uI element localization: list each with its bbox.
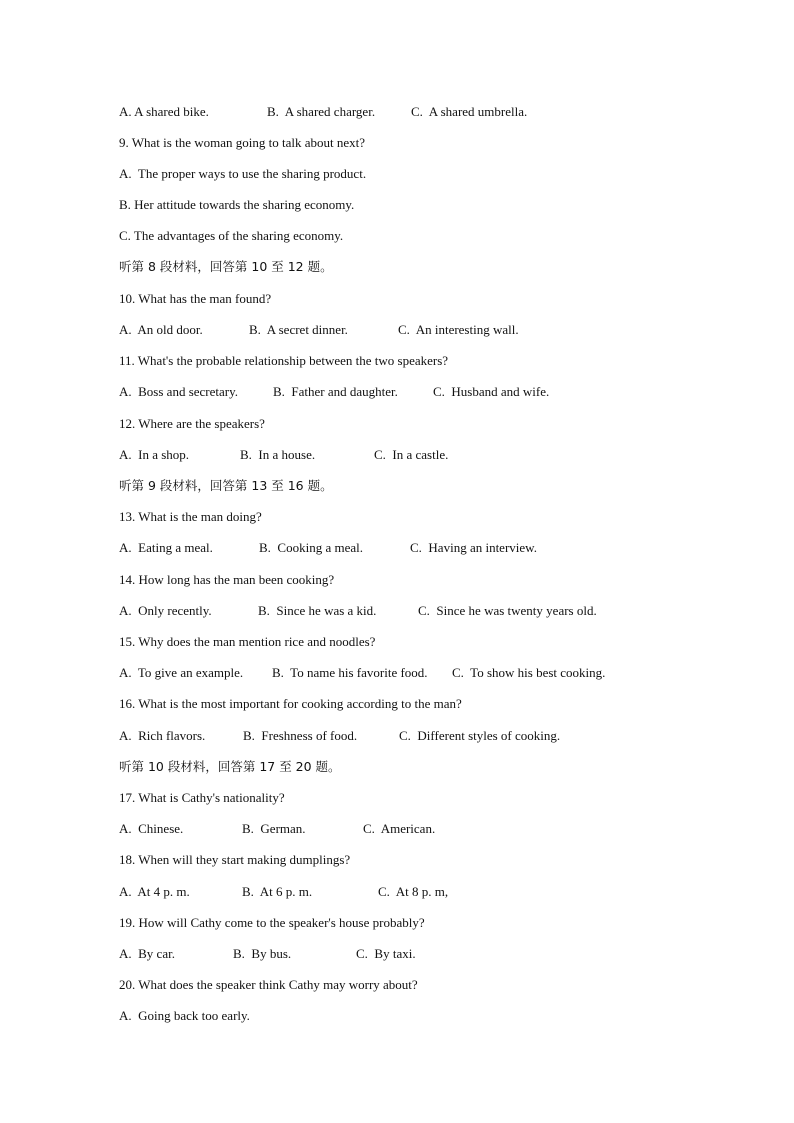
option-text: B. Her attitude towards the sharing economy.	[119, 197, 355, 212]
option-a: A. Rich flavors.	[119, 728, 206, 743]
option-c: C. Since he was twenty years old.	[418, 603, 597, 618]
option-a: A. A shared bike.	[119, 104, 209, 119]
option-text: A. The proper ways to use the sharing product.	[119, 166, 367, 181]
question-text: 13. What is the man doing?	[119, 509, 262, 524]
option-b: B. To name his favorite food.	[272, 665, 428, 680]
option-text: A. Going back too early.	[119, 1008, 250, 1023]
option-c: C. Different styles of cooking.	[399, 728, 561, 743]
option-a: A. An old door.	[119, 322, 203, 337]
question-text: 9. What is the woman going to talk about next?	[119, 135, 365, 150]
question-text: 15. Why does the man mention rice and noodles?	[119, 634, 376, 649]
option-c: C. In a castle.	[374, 447, 449, 462]
section-instruction: 听第 9 段材料，回答第 13 至 16 题。	[119, 478, 333, 493]
question-text: 10. What has the man found?	[119, 291, 272, 306]
question-text: 16. What is the most important for cooking according to the man?	[119, 696, 462, 711]
option-c: C. By taxi.	[356, 946, 416, 961]
option-b: B. A shared charger.	[267, 104, 376, 119]
option-a: A. At 4 p. m.	[119, 884, 190, 899]
question-text: 11. What's the probable relationship between the two speakers?	[119, 353, 449, 368]
option-a: A. In a shop.	[119, 447, 190, 462]
section-instruction: 听第 10 段材料，回答第 17 至 20 题。	[119, 759, 341, 774]
option-text: C. The advantages of the sharing economy.	[119, 228, 344, 243]
option-a: A. Boss and secretary.	[119, 384, 239, 399]
option-c: C. An interesting wall.	[398, 322, 519, 337]
option-c: C. To show his best cooking.	[452, 665, 606, 680]
option-b: B. In a house.	[240, 447, 316, 462]
option-c: C. A shared umbrella.	[411, 104, 528, 119]
option-a: A. To give an example.	[119, 665, 244, 680]
option-c: C. At 8 p. m,	[378, 884, 449, 899]
option-b: B. German.	[242, 821, 306, 836]
question-text: 20. What does the speaker think Cathy may worry about?	[119, 977, 418, 992]
option-c: C. Having an interview.	[410, 540, 537, 555]
option-c: C. Husband and wife.	[433, 384, 550, 399]
question-text: 12. Where are the speakers?	[119, 416, 265, 431]
option-a: A. Chinese.	[119, 821, 184, 836]
option-b: B. Since he was a kid.	[258, 603, 377, 618]
option-b: B. By bus.	[233, 946, 292, 961]
option-a: A. By car.	[119, 946, 175, 961]
option-b: B. At 6 p. m.	[242, 884, 313, 899]
section-instruction: 听第 8 段材料，回答第 10 至 12 题。	[119, 259, 333, 274]
option-b: B. Cooking a meal.	[259, 540, 363, 555]
question-text: 18. When will they start making dumplings?	[119, 852, 351, 867]
question-text: 17. What is Cathy's nationality?	[119, 790, 285, 805]
question-text: 14. How long has the man been cooking?	[119, 572, 335, 587]
option-c: C. American.	[363, 821, 436, 836]
option-b: B. A secret dinner.	[249, 322, 348, 337]
question-text: 19. How will Cathy come to the speaker's house probably?	[119, 915, 425, 930]
option-b: B. Freshness of food.	[243, 728, 358, 743]
option-b: B. Father and daughter.	[273, 384, 398, 399]
option-a: A. Eating a meal.	[119, 540, 213, 555]
option-a: A. Only recently.	[119, 603, 212, 618]
